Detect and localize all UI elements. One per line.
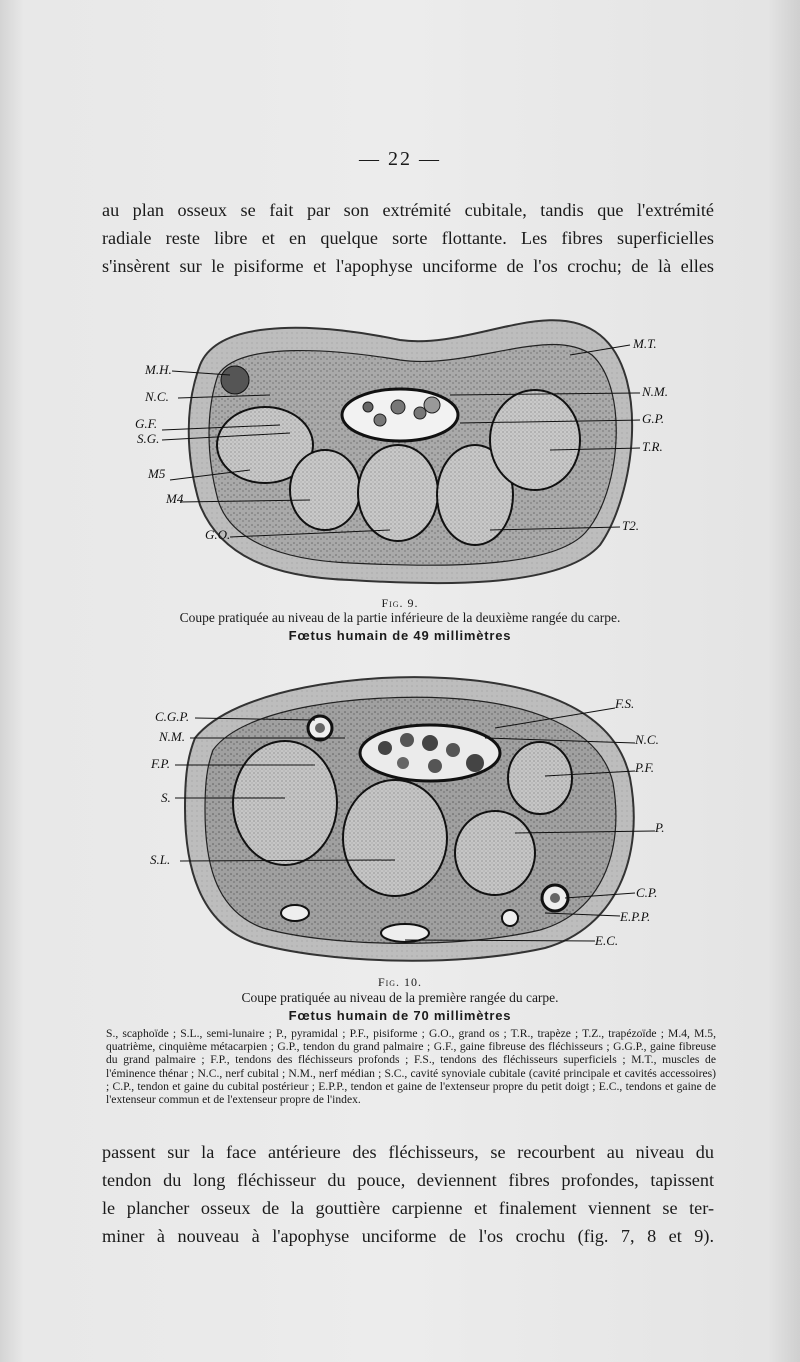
paragraph-top: [102, 196, 714, 280]
fig9-number: Fig. 9.: [381, 596, 419, 610]
page-number: — 22 —: [359, 148, 441, 170]
paragraph-bottom-line: passent sur la face antérieure des fléchisseurs, se recourbent au niveau du: [102, 1142, 714, 1162]
fig9-label-nm: N.M.: [642, 384, 668, 399]
fig10-label-pf: P.F.: [635, 760, 655, 775]
fig9-subtitle: Fœtus humain de 49 millimètres: [288, 628, 512, 643]
fig9-bone-m4: [290, 450, 360, 530]
figure-10-illustration: [145, 668, 665, 968]
fig9-bone-tr: [490, 390, 580, 490]
fig10-number: Fig. 10.: [377, 975, 423, 989]
fig9-label-m5: M5: [148, 466, 166, 481]
fig10-bone-pf: [508, 742, 572, 814]
fig9-label-gf: G.F.: [135, 416, 158, 431]
paragraph-top-line: s'insèrent sur le pisiforme et l'apophyse unciforme de l'os crochu; de là elles: [102, 256, 714, 276]
fig9-description: Coupe pratiquée au niveau de la partie inférieure de la deuxième rangée du carpe.: [179, 610, 621, 625]
paragraph-top-line: radiale reste libre et en quelque sorte flottante. Les fibres superficielles: [102, 228, 714, 248]
fig10-label-nc: N.C.: [635, 732, 659, 747]
fig10-bone-sl: [343, 780, 447, 896]
fig10-description: Coupe pratiquée au niveau de la première rangée du carpe.: [241, 990, 559, 1005]
fig9-label-go: G.O.: [205, 527, 231, 542]
fig9-label-sg: S.G.: [137, 431, 160, 446]
paragraph-bottom-line: le plancher osseux de la gouttière carpienne et finalement viennent se ter-: [102, 1198, 714, 1218]
fig10-label-cp: C.P.: [636, 885, 658, 900]
figure-9-illustration: [130, 295, 670, 595]
fig10-label-nm: N.M.: [159, 729, 185, 744]
paragraph-top-line: au plan osseux se fait par son extrémité cubitale, tandis que l'extrémité: [102, 200, 714, 220]
paragraph-bottom-line: tendon du long fléchisseur du pouce, deviennent fibres profondes, tapissent: [102, 1170, 714, 1190]
fig10-label-cgp: C.G.P.: [155, 709, 190, 724]
paragraph-bottom: [102, 1138, 714, 1250]
paragraph-bottom-line: miner à nouveau à l'apophyse unciforme de l'os crochu (fig. 7, 8 et 9).: [102, 1226, 714, 1246]
fig10-label-fs: F.S.: [615, 696, 635, 711]
fig10-subtitle: Fœtus humain de 70 millimètres: [288, 1008, 512, 1023]
fig10-label-sl: S.L.: [150, 852, 171, 867]
fig9-label-gp: G.P.: [642, 411, 665, 426]
fig9-label-mt: M.T.: [633, 336, 657, 351]
fig10-label-fp: F.P.: [151, 756, 171, 771]
fig10-bone-p: [455, 811, 535, 895]
fig10-label-p: P.: [655, 820, 665, 835]
fig9-label-t2: T2.: [622, 518, 639, 533]
figure-legend: S., scaphoïde ; S.L., semi-lunaire ; P., pyramidal ; P.F., pisiforme ; G.O., grand os ; T.R., trapèze ; T.Z., trapézoïde ; M.4, M.5, quatrième, cinquième métacarpien ; G.P., tendon du grand palmaire ; G.F., gaine fibreuse des fléchisseurs ; G.G.P., gaine fibreuse du grand palmaire ; F.P., tendons des fléchisseurs profonds ; F.S., tendons des fléchisseurs superficiels ; M.T., muscles de l'éminence thénar ; N.C., nerf cubital ; N.M., nerf médian ; S.C., cavité synoviale cubitale (cavité principale et cavités accessoires) ; C.P., tendon et gaine du cubital postérieur ; E.P.P., tendon et gaine de l'extenseur propre du petit doigt ; E.C., tendons et gaine de l'extenseur commun et de l'extenseur propre de l'index.: [106, 1027, 716, 1107]
fig9-label-nc: N.C.: [145, 389, 169, 404]
fig10-bone-s: [233, 741, 337, 865]
fig9-label-mh: M.H.: [145, 362, 172, 377]
fig9-bone-go: [358, 445, 438, 541]
fig10-label-s: S.: [161, 790, 171, 805]
fig9-tendon-canal: [342, 389, 458, 441]
fig10-label-epp: E.P.P.: [620, 909, 651, 924]
fig10-label-ec: E.C.: [595, 933, 619, 948]
fig9-label-tr: T.R.: [642, 439, 663, 454]
fig9-label-m4: M4: [166, 491, 184, 506]
